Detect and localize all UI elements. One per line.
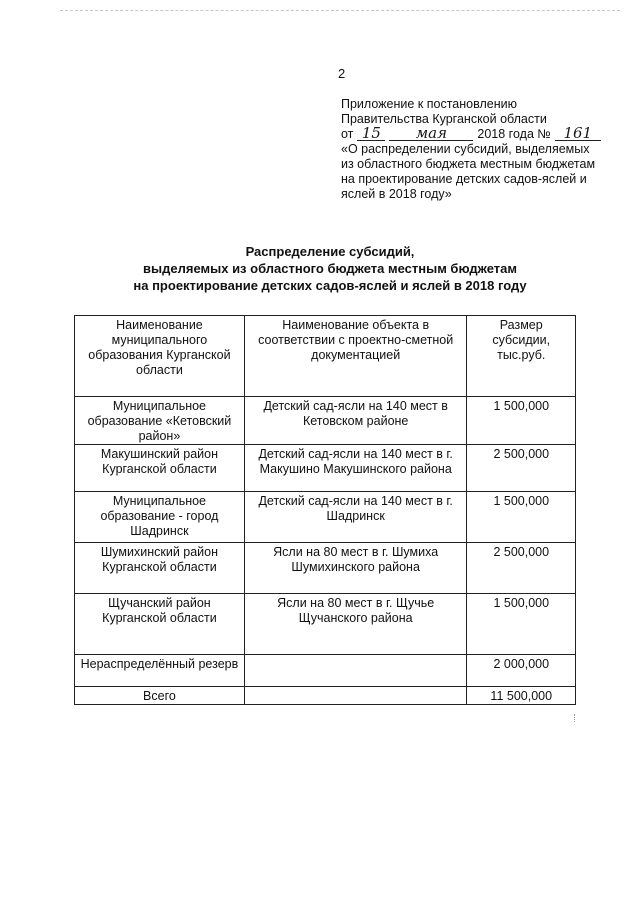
cell-total-label: Всего [75, 687, 245, 705]
appendix-line-4: «О распределении субсидий, выделяемых [341, 142, 590, 156]
appendix-line-1: Приложение к постановлению [341, 97, 517, 111]
cell-object: Детский сад-ясли на 140 мест в г. Макушино Макушинского района [244, 445, 467, 492]
handwritten-decree-number: 161 [555, 127, 601, 141]
table-row [75, 397, 576, 445]
cell-amount: 2 000,000 [467, 655, 576, 687]
cell-municipality: Муниципальное образование «Кетовский район» [75, 397, 245, 445]
appendix-line-6: на проектирование детских садов-яслей и [341, 172, 587, 186]
cell-municipality: Нераспределённый резерв [75, 655, 245, 687]
cell-amount: 1 500,000 [467, 594, 576, 655]
table-row [75, 543, 576, 594]
from-prefix: от [341, 127, 354, 141]
heading-line-2: выделяемых из областного бюджета местным бюджетам [143, 261, 517, 276]
table-row [75, 594, 576, 655]
cell-municipality: Шумихинский район Курганской области [75, 543, 245, 594]
table-header-row [75, 316, 576, 397]
cell-amount: 1 500,000 [467, 492, 576, 543]
cell-object: Ясли на 80 мест в г. Шумиха Шумихинского района [244, 543, 467, 594]
cell-municipality: Муниципальное образование - город Шадринск [75, 492, 245, 543]
header-amount: Размер субсидии, тыс.руб. [467, 316, 576, 397]
cell-amount: 2 500,000 [467, 445, 576, 492]
handwritten-day: 15 [357, 127, 385, 141]
heading-line-3: на проектирование детских садов-яслей и яслей в 2018 году [133, 278, 527, 293]
appendix-line-5: из областного бюджета местным бюджетам [341, 157, 596, 171]
cell-municipality: Щучанский район Курганской области [75, 594, 245, 655]
cell-object: Детский сад-ясли на 140 мест в Кетовском районе [244, 397, 467, 445]
cell-object: Ясли на 80 мест в г. Щучье Щучанского района [244, 594, 467, 655]
header-municipality: Наименование муниципального образования Курганской области [75, 316, 245, 397]
appendix-block [341, 97, 621, 202]
cell-total-amount: 11 500,000 [467, 687, 576, 705]
cell-object: Детский сад-ясли на 140 мест в г. Шадринск [244, 492, 467, 543]
table-row [75, 445, 576, 492]
page-number: 2 [338, 66, 346, 81]
scan-artifact-line [60, 10, 620, 12]
document-heading [60, 243, 600, 294]
subsidy-table [74, 315, 576, 705]
cell-amount: 2 500,000 [467, 543, 576, 594]
heading-line-1: Распределение субсидий, [245, 244, 415, 259]
appendix-line-2: Правительства Курганской области [341, 112, 547, 126]
cell-municipality: Макушинский район Курганской области [75, 445, 245, 492]
appendix-date-line [341, 124, 621, 142]
table-row-reserve [75, 655, 576, 687]
appendix-line-7: яслей в 2018 году» [341, 187, 452, 201]
cell-amount: 1 500,000 [467, 397, 576, 445]
cell-object [244, 655, 467, 687]
table-row [75, 492, 576, 543]
table-row-total [75, 687, 576, 705]
scan-artifact-mark [574, 714, 576, 722]
header-object: Наименование объекта в соответствии с проектно-сметной документацией [244, 316, 467, 397]
year-text: 2018 года № [477, 127, 551, 141]
cell-object [244, 687, 467, 705]
handwritten-month: мая [389, 127, 473, 141]
